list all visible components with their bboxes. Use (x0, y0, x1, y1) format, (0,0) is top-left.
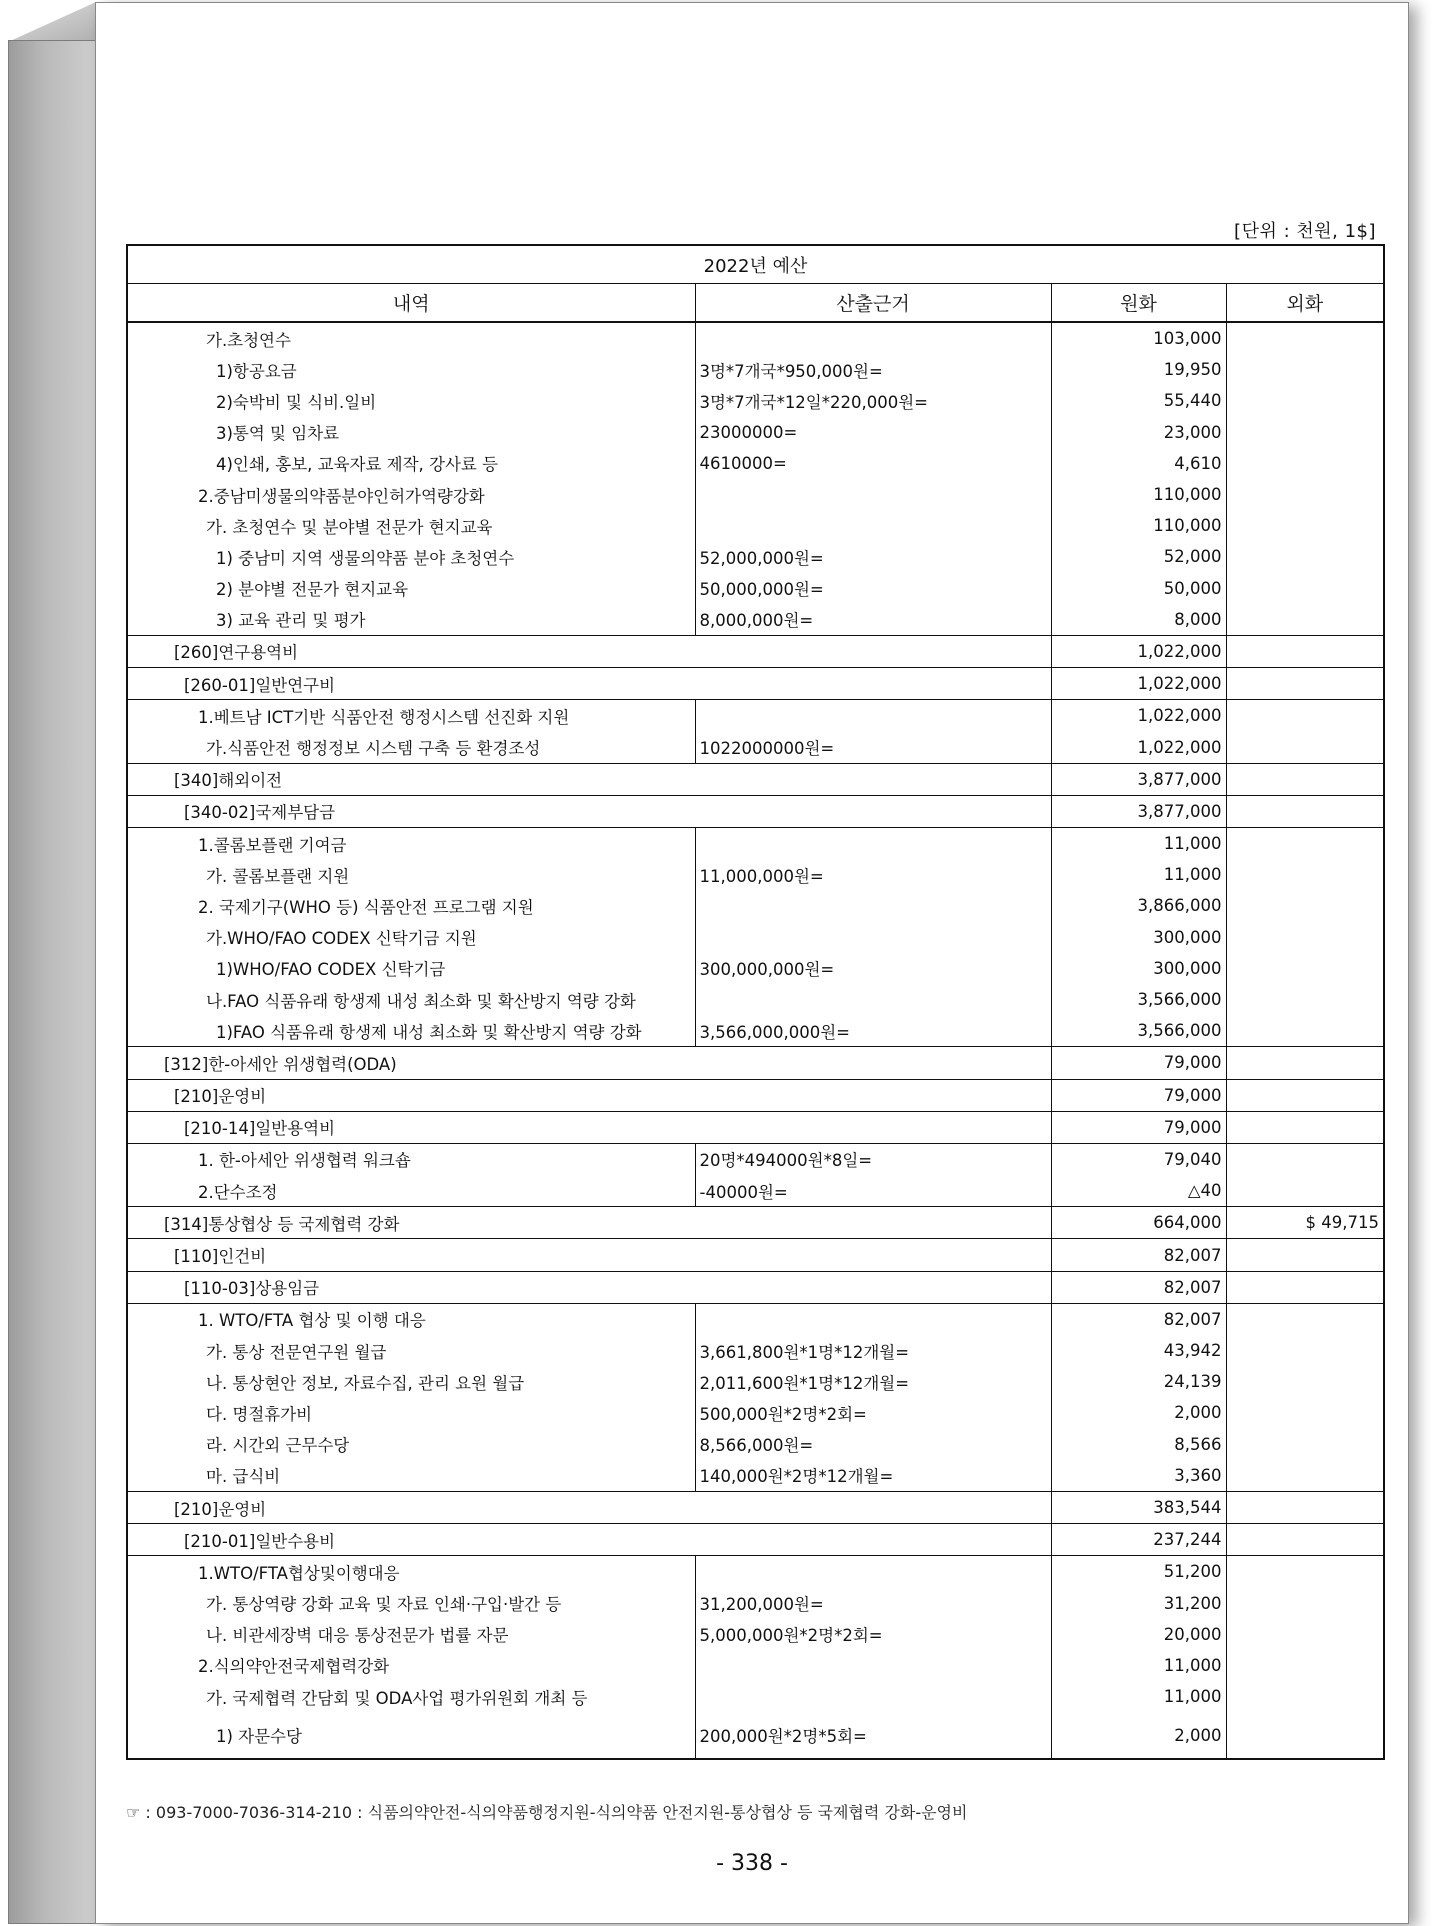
row-basis (695, 984, 1051, 1015)
table-row (127, 635, 1384, 667)
row-won: 2,000 (1051, 1397, 1226, 1428)
row-fx (1226, 668, 1384, 700)
row-detail: 나.FAO 식품유래 항생제 내성 최소화 및 확산방지 역량 강화 (127, 984, 695, 1015)
row-fx (1226, 1460, 1384, 1492)
row-detail: 2.중남미생물의약품분야인허가역량강화 (127, 479, 695, 510)
table-row (127, 510, 1384, 541)
row-won: 24,139 (1051, 1366, 1226, 1397)
row-detail: [210]운영비 (127, 1491, 1051, 1523)
row-won: 11,000 (1051, 859, 1226, 890)
row-fx (1226, 1366, 1384, 1397)
row-basis (695, 510, 1051, 541)
row-basis (695, 890, 1051, 921)
row-detail: 1.WTO/FTA협상및이행대응 (127, 1556, 695, 1588)
row-won: 237,244 (1051, 1524, 1226, 1556)
row-fx (1226, 479, 1384, 510)
table-row (127, 1366, 1384, 1397)
row-detail: 1)FAO 식품유래 항생제 내성 최소화 및 확산방지 역량 강화 (127, 1015, 695, 1047)
table-row (127, 1712, 1384, 1759)
row-detail: 다. 명절휴가비 (127, 1397, 695, 1428)
row-won: 79,040 (1051, 1143, 1226, 1175)
row-won: 20,000 (1051, 1619, 1226, 1650)
row-detail: 마. 급식비 (127, 1460, 695, 1492)
table-row (127, 322, 1384, 354)
unit-label: [단위 : 천원, 1$] (1234, 221, 1376, 242)
row-detail: 1. 한-아세안 위생협력 워크숍 (127, 1143, 695, 1175)
row-fx (1226, 604, 1384, 636)
row-fx (1226, 953, 1384, 984)
row-won: 79,000 (1051, 1047, 1226, 1079)
table-row (127, 731, 1384, 763)
table-row (127, 1111, 1384, 1143)
table-row (127, 1397, 1384, 1428)
row-won: 31,200 (1051, 1588, 1226, 1619)
table-row (127, 922, 1384, 953)
row-basis: 3,661,800원*1명*12개월= (695, 1335, 1051, 1366)
row-detail: 1.콜롬보플랜 기여금 (127, 828, 695, 860)
row-detail: 4)인쇄, 홍보, 교육자료 제작, 강사료 등 (127, 448, 695, 479)
table-row (127, 1303, 1384, 1335)
row-detail: 가.초청연수 (127, 322, 695, 354)
row-detail: 나. 통상현안 정보, 자료수집, 관리 요원 월급 (127, 1366, 695, 1397)
table-row (127, 1460, 1384, 1492)
row-detail: 가. 초청연수 및 분야별 전문가 현지교육 (127, 510, 695, 541)
row-won: 55,440 (1051, 385, 1226, 416)
table-row (127, 1239, 1384, 1271)
row-won: 50,000 (1051, 573, 1226, 604)
row-fx (1226, 510, 1384, 541)
row-detail: 1.베트남 ICT기반 식품안전 행정시스템 선진화 지원 (127, 700, 695, 732)
row-basis: 8,566,000원= (695, 1429, 1051, 1460)
table-row (127, 1650, 1384, 1681)
row-basis: 2,011,600원*1명*12개월= (695, 1366, 1051, 1397)
footnote: ☞ : 093-7000-7036-314-210 : 식품의약안전-식의약품행정지원-식의약품 안전지원-통상협상 등 국제협력 강화-운영비 (126, 1803, 968, 1822)
row-basis: -40000원= (695, 1175, 1051, 1207)
table-row (127, 1047, 1384, 1079)
row-basis: 31,200,000원= (695, 1588, 1051, 1619)
row-won: 2,000 (1051, 1712, 1226, 1759)
row-fx (1226, 859, 1384, 890)
row-fx (1226, 700, 1384, 732)
row-won: 8,000 (1051, 604, 1226, 636)
row-won: 79,000 (1051, 1111, 1226, 1143)
table-body (127, 322, 1384, 1759)
row-fx (1226, 1079, 1384, 1111)
row-detail: [210-14]일반용역비 (127, 1111, 1051, 1143)
row-basis (695, 479, 1051, 510)
row-detail: 가. 통상역량 강화 교육 및 자료 인쇄·구입·발간 등 (127, 1588, 695, 1619)
row-fx (1226, 1397, 1384, 1428)
row-won: 3,360 (1051, 1460, 1226, 1492)
row-fx (1226, 1429, 1384, 1460)
row-fx (1226, 1303, 1384, 1335)
row-detail: 가.WHO/FAO CODEX 신탁기금 지원 (127, 922, 695, 953)
table-row (127, 1524, 1384, 1556)
row-won: 110,000 (1051, 510, 1226, 541)
row-won: 43,942 (1051, 1335, 1226, 1366)
table-row (127, 890, 1384, 921)
budget-table (126, 244, 1385, 1760)
row-basis (695, 1650, 1051, 1681)
row-fx (1226, 795, 1384, 827)
row-won: 1,022,000 (1051, 668, 1226, 700)
table-row (127, 1588, 1384, 1619)
row-fx (1226, 1588, 1384, 1619)
row-detail: [260-01]일반연구비 (127, 668, 1051, 700)
row-won: 11,000 (1051, 1681, 1226, 1712)
row-basis (695, 828, 1051, 860)
row-detail: 1) 중남미 지역 생물의약품 분야 초청연수 (127, 541, 695, 572)
table-row (127, 668, 1384, 700)
row-won: 79,000 (1051, 1079, 1226, 1111)
row-fx (1226, 354, 1384, 385)
header-detail: 내역 (127, 284, 695, 323)
row-fx (1226, 1175, 1384, 1207)
row-detail: 라. 시간외 근무수당 (127, 1429, 695, 1460)
row-fx (1226, 1556, 1384, 1588)
row-basis (695, 1556, 1051, 1588)
row-won: 51,200 (1051, 1556, 1226, 1588)
row-fx: $ 49,715 (1226, 1207, 1384, 1239)
row-basis: 200,000원*2명*5회= (695, 1712, 1051, 1759)
row-fx (1226, 1111, 1384, 1143)
row-won: 1,022,000 (1051, 700, 1226, 732)
row-won: 383,544 (1051, 1491, 1226, 1523)
row-won: 19,950 (1051, 354, 1226, 385)
row-fx (1226, 322, 1384, 354)
document-page (95, 2, 1409, 1924)
row-won: 82,007 (1051, 1303, 1226, 1335)
table-row (127, 1207, 1384, 1239)
table-row (127, 1271, 1384, 1303)
row-basis: 140,000원*2명*12개월= (695, 1460, 1051, 1492)
table-row (127, 795, 1384, 827)
row-detail: 가.식품안전 행정정보 시스템 구축 등 환경조성 (127, 731, 695, 763)
table-row (127, 984, 1384, 1015)
table-row (127, 1681, 1384, 1712)
row-won: 82,007 (1051, 1239, 1226, 1271)
row-basis (695, 322, 1051, 354)
row-basis: 3,566,000,000원= (695, 1015, 1051, 1047)
row-fx (1226, 763, 1384, 795)
row-detail: 2.단수조정 (127, 1175, 695, 1207)
row-fx (1226, 922, 1384, 953)
table-row (127, 479, 1384, 510)
table-row (127, 448, 1384, 479)
row-won: 52,000 (1051, 541, 1226, 572)
row-basis: 300,000,000원= (695, 953, 1051, 984)
row-detail: [210]운영비 (127, 1079, 1051, 1111)
row-won: 3,566,000 (1051, 1015, 1226, 1047)
header-fx: 외화 (1226, 284, 1384, 323)
row-won: 1,022,000 (1051, 731, 1226, 763)
book-spine (8, 40, 98, 1924)
row-detail: 3) 교육 관리 및 평가 (127, 604, 695, 636)
row-detail: [312]한-아세안 위생협력(ODA) (127, 1047, 1051, 1079)
row-detail: [260]연구용역비 (127, 635, 1051, 667)
table-row (127, 354, 1384, 385)
table-row (127, 1175, 1384, 1207)
row-basis: 500,000원*2명*2회= (695, 1397, 1051, 1428)
row-fx (1226, 635, 1384, 667)
row-fx (1226, 1271, 1384, 1303)
row-detail: 3)통역 및 임차료 (127, 417, 695, 448)
header-won: 원화 (1051, 284, 1226, 323)
row-fx (1226, 984, 1384, 1015)
table-row (127, 1429, 1384, 1460)
row-detail: [110]인건비 (127, 1239, 1051, 1271)
row-detail: 2. 국제기구(WHO 등) 식품안전 프로그램 지원 (127, 890, 695, 921)
row-won: 103,000 (1051, 322, 1226, 354)
row-fx (1226, 1619, 1384, 1650)
row-won: 8,566 (1051, 1429, 1226, 1460)
row-basis (695, 700, 1051, 732)
row-fx (1226, 1712, 1384, 1759)
row-detail: [210-01]일반수용비 (127, 1524, 1051, 1556)
row-detail: [314]통상협상 등 국제협력 강화 (127, 1207, 1051, 1239)
table-title: 2022년 예산 (127, 245, 1384, 284)
row-detail: 나. 비관세장벽 대응 통상전문가 법률 자문 (127, 1619, 695, 1650)
row-fx (1226, 731, 1384, 763)
row-basis: 3명*7개국*950,000원= (695, 354, 1051, 385)
row-won: 300,000 (1051, 953, 1226, 984)
table-row (127, 1619, 1384, 1650)
row-detail: [340]해외이전 (127, 763, 1051, 795)
row-fx (1226, 1239, 1384, 1271)
row-basis (695, 1303, 1051, 1335)
row-fx (1226, 828, 1384, 860)
row-won: 3,566,000 (1051, 984, 1226, 1015)
row-fx (1226, 1491, 1384, 1523)
row-detail: 1)항공요금 (127, 354, 695, 385)
row-basis: 8,000,000원= (695, 604, 1051, 636)
row-won: 4,610 (1051, 448, 1226, 479)
row-fx (1226, 448, 1384, 479)
table-row (127, 417, 1384, 448)
row-detail: 1)WHO/FAO CODEX 신탁기금 (127, 953, 695, 984)
row-won: 664,000 (1051, 1207, 1226, 1239)
row-won: 300,000 (1051, 922, 1226, 953)
row-detail: 1. WTO/FTA 협상 및 이행 대응 (127, 1303, 695, 1335)
row-basis (695, 922, 1051, 953)
table-row (127, 541, 1384, 572)
row-basis: 52,000,000원= (695, 541, 1051, 572)
row-fx (1226, 417, 1384, 448)
row-basis: 3명*7개국*12일*220,000원= (695, 385, 1051, 416)
table-row (127, 953, 1384, 984)
row-fx (1226, 1681, 1384, 1712)
page-number: - 338 - (716, 1851, 788, 1876)
row-basis (695, 1681, 1051, 1712)
table-row (127, 763, 1384, 795)
row-won: 1,022,000 (1051, 635, 1226, 667)
table-row (127, 604, 1384, 636)
row-won: 3,866,000 (1051, 890, 1226, 921)
row-won: 82,007 (1051, 1271, 1226, 1303)
row-detail: 2.식의약안전국제협력강화 (127, 1650, 695, 1681)
row-detail: 1) 자문수당 (127, 1712, 695, 1759)
table-row (127, 700, 1384, 732)
row-detail: 가. 콜롬보플랜 지원 (127, 859, 695, 890)
table-row (127, 1143, 1384, 1175)
row-fx (1226, 1335, 1384, 1366)
header-basis: 산출근거 (695, 284, 1051, 323)
table-row (127, 859, 1384, 890)
table-row (127, 1335, 1384, 1366)
row-won: 110,000 (1051, 479, 1226, 510)
row-detail: [110-03]상용임금 (127, 1271, 1051, 1303)
row-fx (1226, 1015, 1384, 1047)
row-won: 23,000 (1051, 417, 1226, 448)
row-fx (1226, 541, 1384, 572)
row-won: 3,877,000 (1051, 763, 1226, 795)
table-row (127, 828, 1384, 860)
row-fx (1226, 385, 1384, 416)
row-basis: 20명*494000원*8일= (695, 1143, 1051, 1175)
row-basis: 50,000,000원= (695, 573, 1051, 604)
row-basis: 11,000,000원= (695, 859, 1051, 890)
row-fx (1226, 1143, 1384, 1175)
row-won: 11,000 (1051, 828, 1226, 860)
row-detail: 가. 통상 전문연구원 월급 (127, 1335, 695, 1366)
row-basis: 23000000= (695, 417, 1051, 448)
row-fx (1226, 1524, 1384, 1556)
table-row (127, 1491, 1384, 1523)
row-won: 11,000 (1051, 1650, 1226, 1681)
row-detail: 2)숙박비 및 식비.일비 (127, 385, 695, 416)
row-fx (1226, 1650, 1384, 1681)
row-won: △40 (1051, 1175, 1226, 1207)
row-detail: 2) 분야별 전문가 현지교육 (127, 573, 695, 604)
table-row (127, 1015, 1384, 1047)
row-fx (1226, 573, 1384, 604)
row-basis: 1022000000원= (695, 731, 1051, 763)
table-row (127, 1556, 1384, 1588)
row-fx (1226, 1047, 1384, 1079)
table-row (127, 1079, 1384, 1111)
book-spine-top (8, 2, 96, 42)
row-fx (1226, 890, 1384, 921)
row-detail: 가. 국제협력 간담회 및 ODA사업 평가위원회 개최 등 (127, 1681, 695, 1712)
table-row (127, 573, 1384, 604)
row-basis: 5,000,000원*2명*2회= (695, 1619, 1051, 1650)
table-row (127, 385, 1384, 416)
row-basis: 4610000= (695, 448, 1051, 479)
row-won: 3,877,000 (1051, 795, 1226, 827)
row-detail: [340-02]국제부담금 (127, 795, 1051, 827)
